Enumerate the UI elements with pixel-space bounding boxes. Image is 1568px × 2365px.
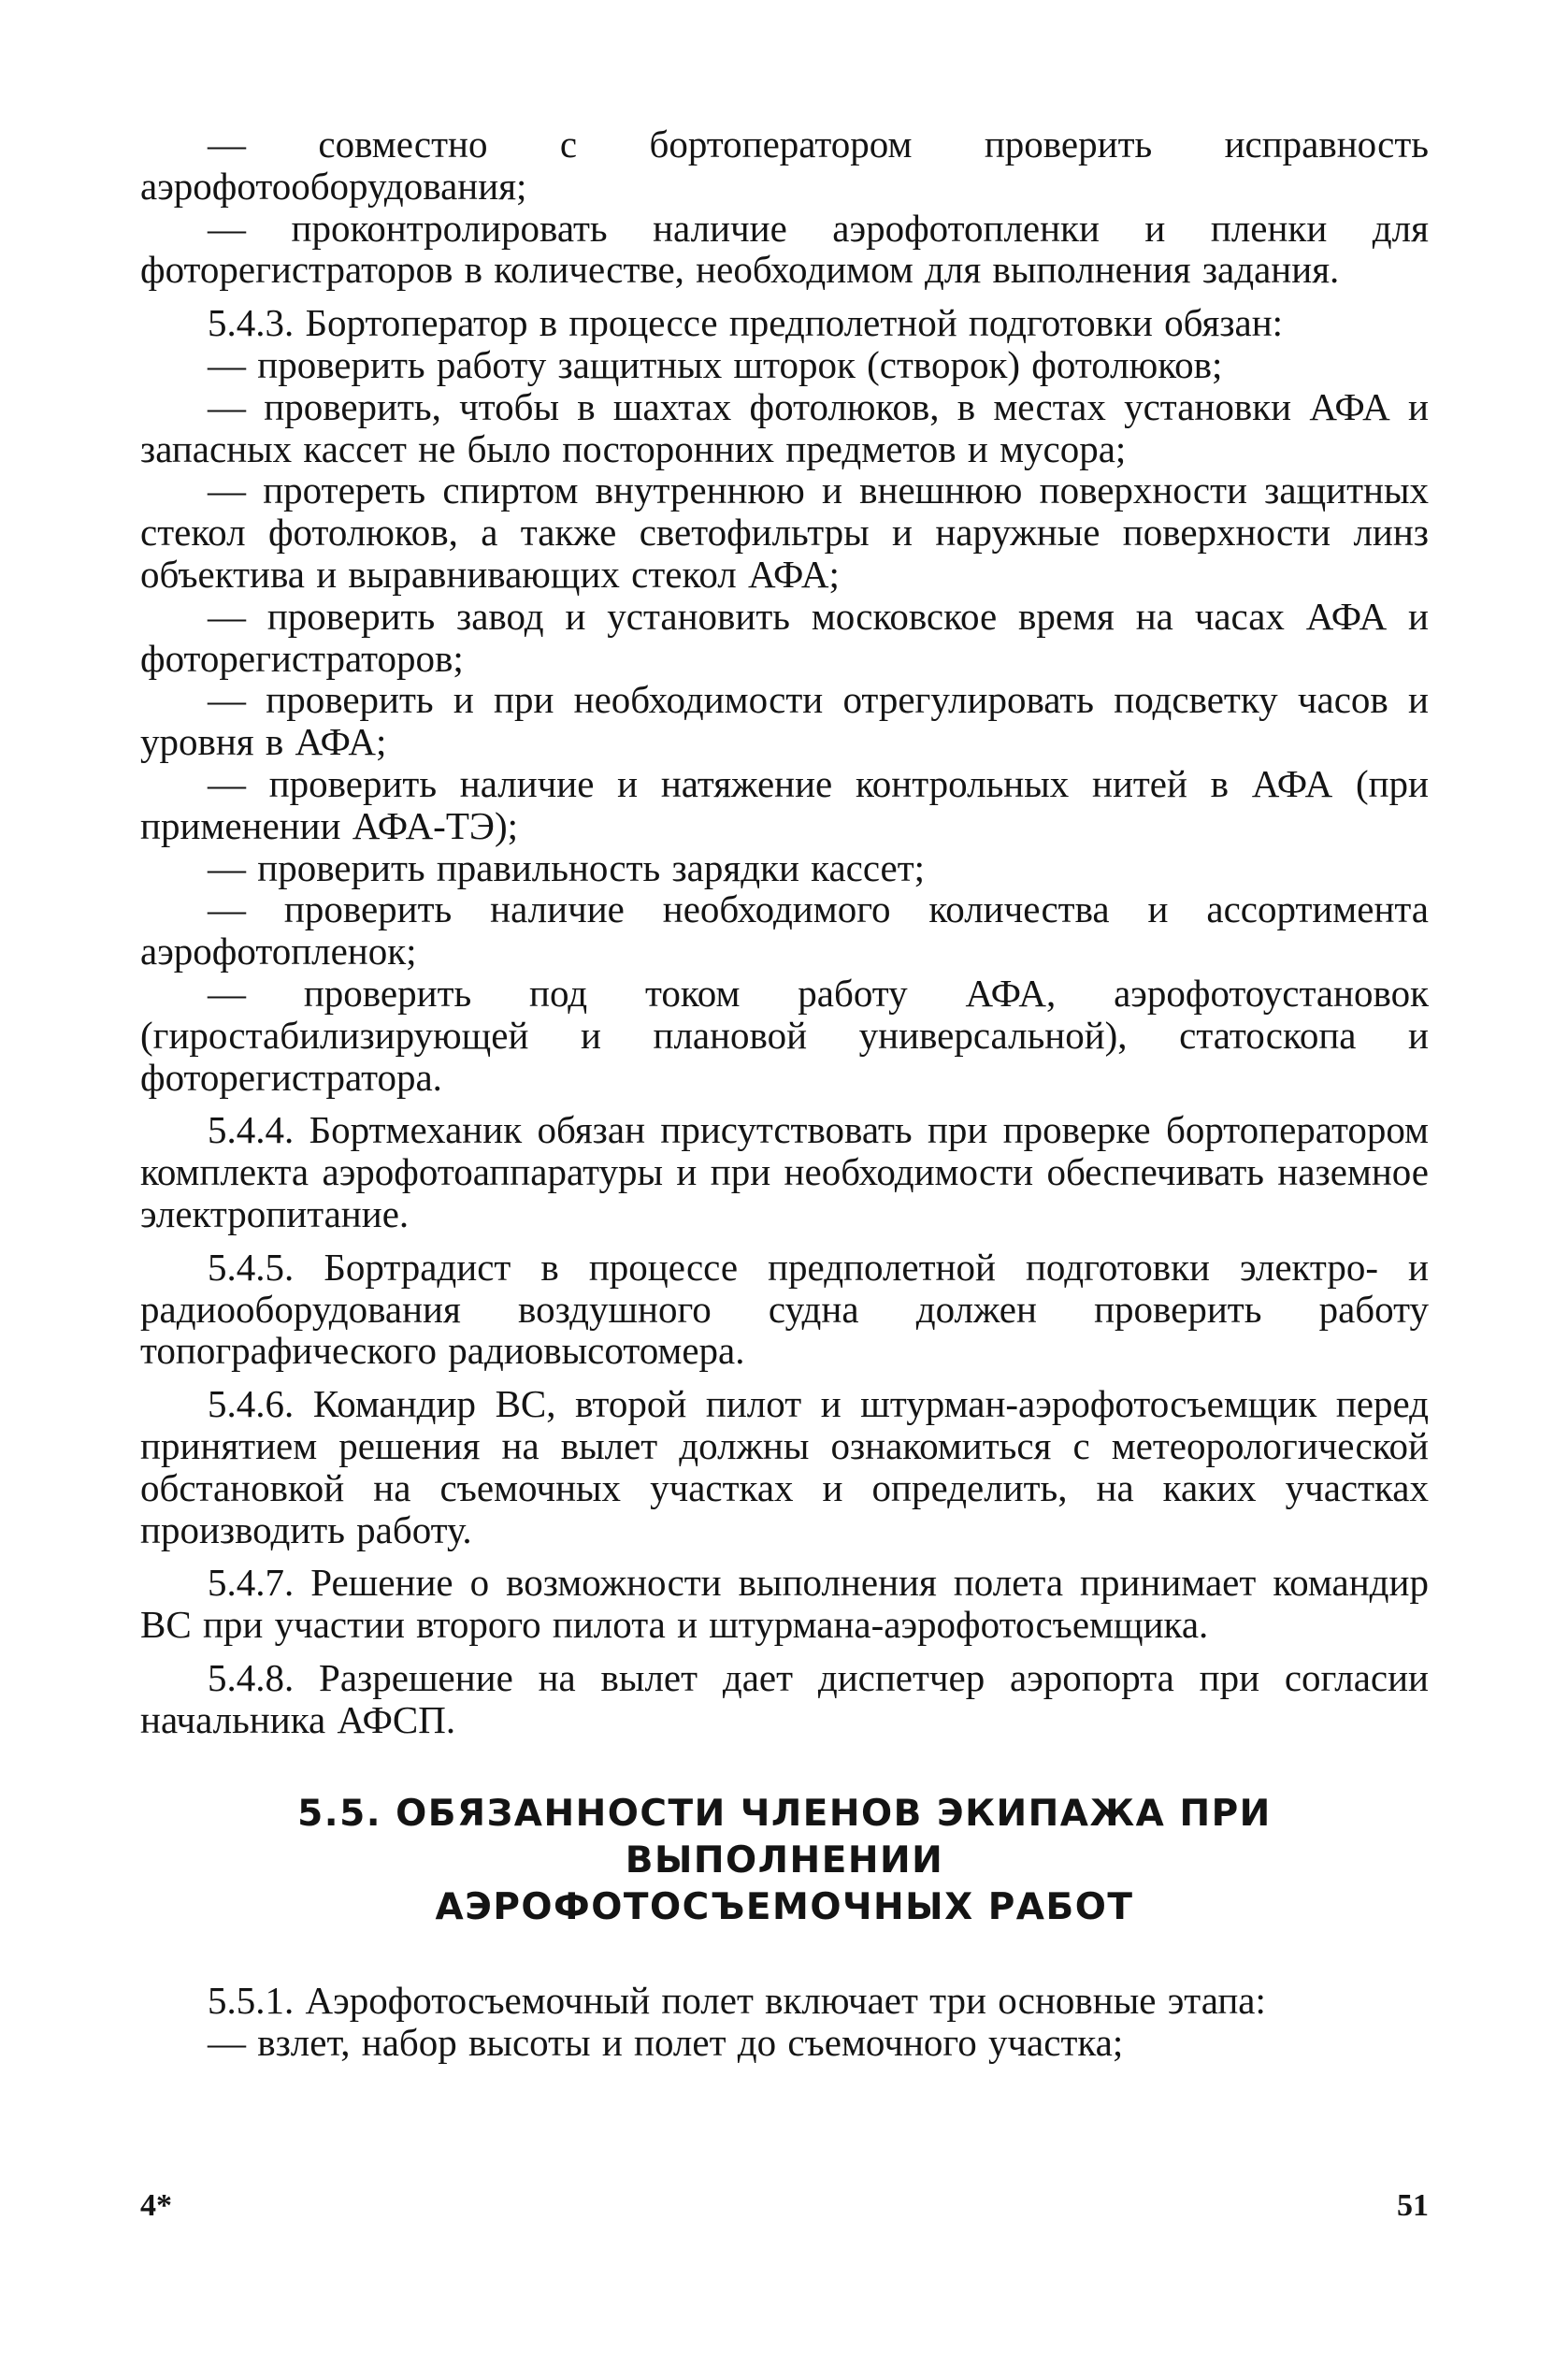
paragraph-takeoff: — взлет, набор высоты и полет до съемочного участка; bbox=[208, 2021, 1124, 2065]
paragraph-5-5-1: 5.5.1. Аэрофотосъемочный полет включает три основные этапа: bbox=[208, 1979, 1266, 2023]
page-number: 51 bbox=[1397, 2188, 1429, 2223]
paragraph-set-clock: — проверить завод и установить московское время на часах АФА и фоторегистраторов; bbox=[140, 594, 1429, 680]
section-heading-line-1: 5.5. ОБЯЗАННОСТИ ЧЛЕНОВ ЭКИПАЖА ПРИ ВЫПОЛНЕНИИ bbox=[297, 1793, 1272, 1882]
paragraph-5-4-6: 5.4.6. Командир ВС, второй пилот и штурман-аэрофотосъемщик перед принятием решения на вылет должны ознакомиться с метеорологической обстановкой на съемочных участках и определить, на каких участках производить работу. bbox=[140, 1382, 1429, 1551]
paragraph-5-4-3: 5.4.3. Бортоператор в процессе предполетной подготовки обязан: bbox=[208, 301, 1284, 345]
signature-mark: 4* bbox=[140, 2188, 172, 2223]
paragraph-check-film-stock: — проверить наличие необходимого количества и ассортимента аэрофотопленок; bbox=[140, 887, 1429, 973]
paragraph-check-equipment: — совместно с бортоператором проверить исправность аэрофотооборудования; bbox=[140, 123, 1429, 208]
paragraph-check-power: — проверить под током работу АФА, аэрофотоустановок (гиростабилизирующей и плановой универсальной), статоскопа и фоторегистратора. bbox=[140, 971, 1429, 1099]
paragraph-5-4-5: 5.4.5. Бортрадист в процессе предполетной подготовки электро- и радиооборудования воздушного судна должен проверить работу топографического радиовысотомера. bbox=[140, 1245, 1429, 1373]
paragraph-check-shafts: — проверить, чтобы в шахтах фотолюков, в местах установки АФА и запасных кассет не было посторонних предметов и мусора; bbox=[140, 384, 1429, 470]
paragraph-check-film: — проконтролировать наличие аэрофотопленки и пленки для фоторегистраторов в количестве, необходимом для выполнения задания. bbox=[140, 206, 1429, 292]
section-heading-5-5 bbox=[140, 1791, 1429, 1931]
paragraph-5-4-7: 5.4.7. Решение о возможности выполнения полета принимает командир ВС при участии второго пилота и штурмана-аэрофотосъемщика. bbox=[140, 1561, 1429, 1647]
paragraph-check-threads: — проверить наличие и натяжение контрольных нитей в АФА (при применении АФА-ТЭ); bbox=[140, 761, 1429, 847]
paragraph-check-cassettes: — проверить правильность зарядки кассет; bbox=[208, 845, 926, 889]
paragraph-adjust-light: — проверить и при необходимости отрегулировать подсветку часов и уровня в АФА; bbox=[140, 678, 1429, 764]
section-heading-line-2: АЭРОФОТОСЪЕМОЧНЫХ РАБОТ bbox=[435, 1886, 1134, 1929]
paragraph-5-4-8: 5.4.8. Разрешение на вылет дает диспетчер аэропорта при согласии начальника АФСП. bbox=[140, 1655, 1429, 1741]
paragraph-check-shutters: — проверить работу защитных шторок (створок) фотолюков; bbox=[208, 342, 1223, 386]
document-page bbox=[140, 123, 1429, 2064]
paragraph-5-4-4: 5.4.4. Бортмеханик обязан присутствовать при проверке бортоператором комплекта аэрофотоаппаратуры и при необходимости обеспечивать наземное электропитание. bbox=[140, 1108, 1429, 1235]
paragraph-clean-glass: — протереть спиртом внутреннюю и внешнюю поверхности защитных стекол фотолюков, а также светофильтры и наружные поверхности линз объектива и выравнивающих стекол АФА; bbox=[140, 469, 1429, 596]
